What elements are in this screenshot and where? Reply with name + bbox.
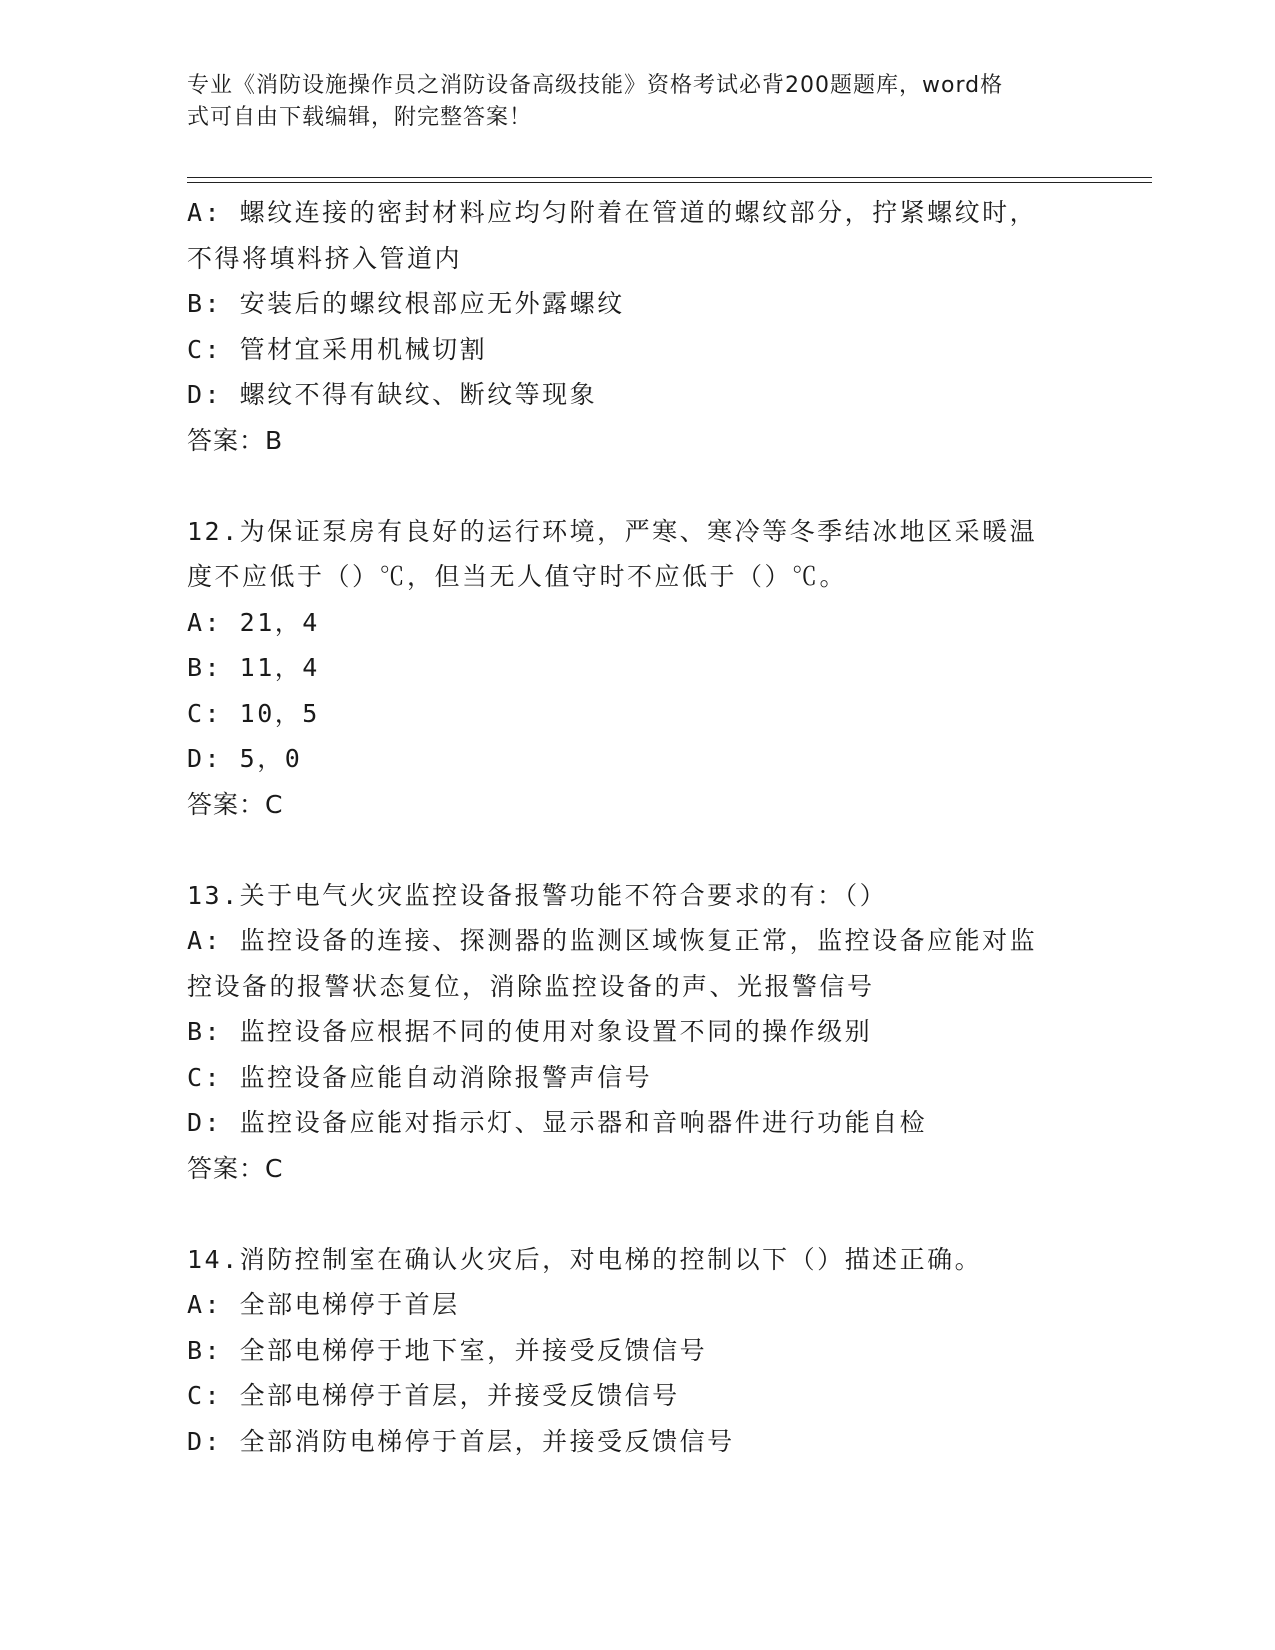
q11-option-a-line-2: 不得将填料挤入管道内 [187,243,463,273]
q12-option-a: A: 21，4 [187,607,320,637]
q13-option-a-line-1: A: 监控设备的连接、探测器的监测区域恢复正常，监控设备应能对监 [187,926,1038,955]
document-header [187,70,1067,134]
q13-answer: 答案：C [187,1153,284,1183]
question-11 [187,190,1087,463]
question-14 [187,1237,1087,1465]
q13-option-a-line-2: 控设备的报警状态复位，消除监控设备的声、光报警信号 [187,971,875,1001]
question-body [187,190,1087,1464]
q13-option-c: C: 监控设备应能自动消除报警声信号 [187,1062,653,1092]
q14-option-c: C: 全部电梯停于首层，并接受反馈信号 [187,1381,680,1410]
q13-option-d: D: 监控设备应能对指示灯、显示器和音响器件进行功能自检 [187,1108,928,1137]
spacer [187,463,1087,509]
q14-option-b: B: 全部电梯停于地下室，并接受反馈信号 [187,1335,708,1365]
q11-option-c: C: 管材宜采用机械切割 [187,334,488,364]
q12-stem-line-1: 12.为保证泵房有良好的运行环境，严寒、寒冷等冬季结冰地区采暖温 [187,516,1038,546]
q13-stem: 13.关于电气火灾监控设备报警功能不符合要求的有：（） [187,880,888,910]
q12-option-b: B: 11，4 [187,653,320,682]
q14-stem: 14.消防控制室在确认火灾后，对电梯的控制以下（）描述正确。 [187,1244,983,1274]
q12-option-d: D: 5，0 [187,744,303,773]
q11-option-b: B: 安装后的螺纹根部应无外露螺纹 [187,289,625,318]
question-13 [187,873,1087,1192]
spacer [187,827,1087,873]
question-12 [187,509,1087,828]
q14-option-a: A: 全部电梯停于首层 [187,1290,460,1319]
header-divider-top [187,177,1152,178]
q14-option-d: D: 全部消防电梯停于首层，并接受反馈信号 [187,1426,735,1456]
q12-stem-line-2: 度不应低于（）℃，但当无人值守时不应低于（）℃。 [187,562,848,591]
q11-option-a-line-1: A: 螺纹连接的密封材料应均匀附着在管道的螺纹部分，拧紧螺纹时， [187,198,1038,227]
spacer [187,1191,1087,1237]
q11-option-d: D: 螺纹不得有缺纹、断纹等现象 [187,380,598,409]
header-divider-bottom [187,182,1152,183]
q11-answer: 答案：B [187,425,284,455]
header-line-1: 专业《消防设施操作员之消防设备高级技能》资格考试必背200题题库，word格 [187,73,1004,98]
q12-answer: 答案：C [187,789,284,819]
q12-option-c: C: 10，5 [187,698,320,728]
header-line-2: 式可自由下载编辑，附完整答案！ [187,105,533,130]
q13-option-b: B: 监控设备应根据不同的使用对象设置不同的操作级别 [187,1017,873,1046]
